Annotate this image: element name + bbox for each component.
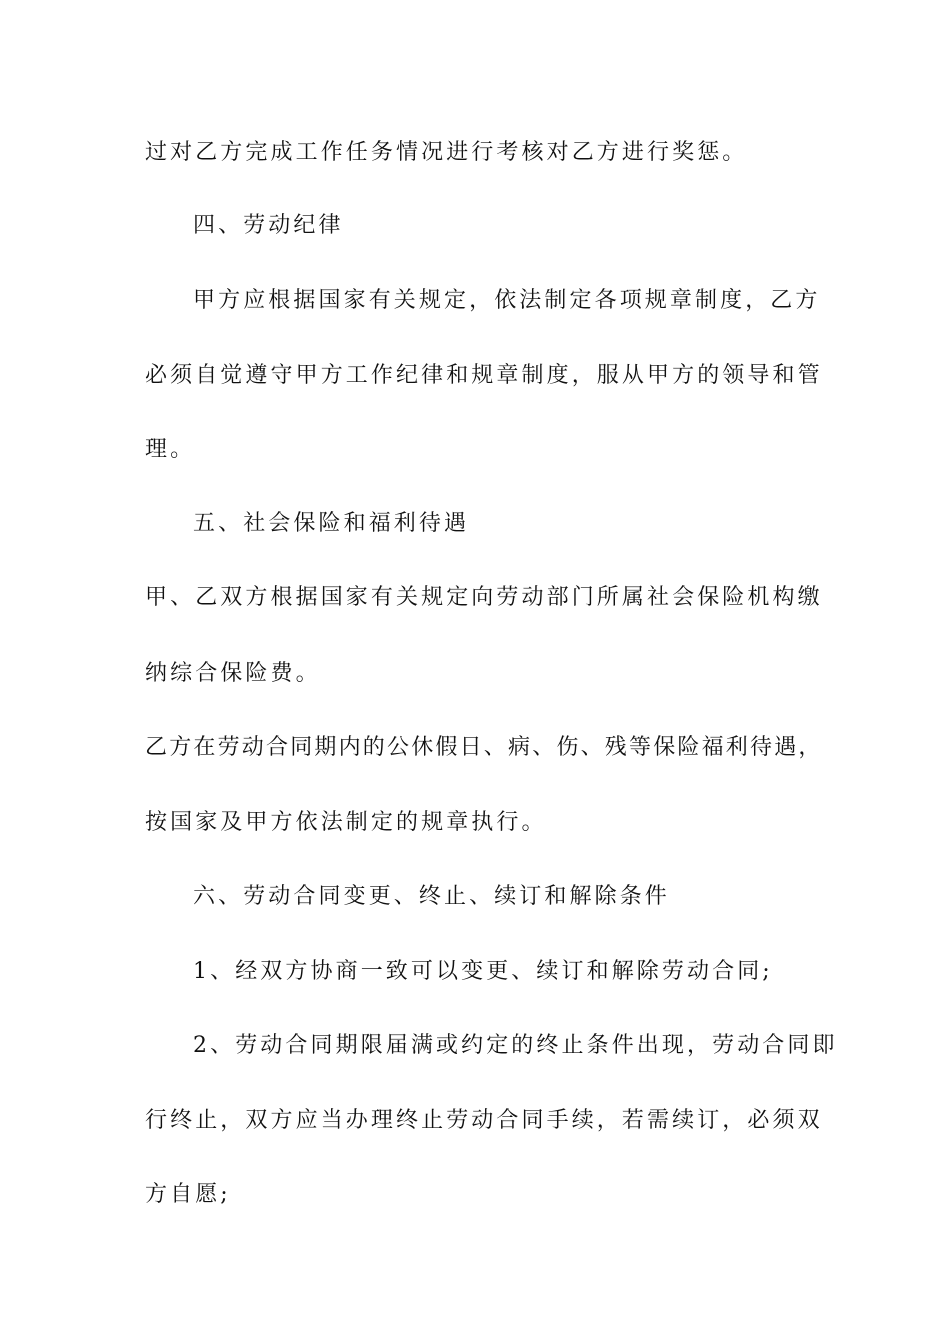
paragraph-line: 纳综合保险费。	[145, 661, 321, 686]
paragraph-line: 行终止，双方应当办理终止劳动合同手续，若需续订，必须双	[145, 1108, 823, 1133]
list-item: 1、经双方协商一致可以变更、续订和解除劳动合同;	[193, 959, 773, 984]
paragraph-line: 理。	[145, 437, 196, 462]
list-item: 2、劳动合同期限届满或约定的终止条件出现，劳动合同即	[193, 1033, 838, 1058]
paragraph-line: 必须自觉遵守甲方工作纪律和规章制度，服从甲方的领导和管	[145, 363, 823, 388]
paragraph-line: 按国家及甲方依法制定的规章执行。	[145, 810, 547, 835]
section-heading: 五、社会保险和福利待遇	[193, 511, 470, 536]
section-heading: 四、劳动纪律	[193, 213, 344, 238]
paragraph-line: 方自愿;	[145, 1182, 231, 1207]
paragraph-line: 甲方应根据国家有关规定，依法制定各项规章制度，乙方	[193, 288, 821, 313]
section-heading: 六、劳动合同变更、终止、续订和解除条件	[193, 884, 670, 909]
paragraph-line: 乙方在劳动合同期内的公休假日、病、伤、残等保险福利待遇，	[145, 735, 823, 760]
paragraph-line: 过对乙方完成工作任务情况进行考核对乙方进行奖惩。	[145, 140, 748, 165]
paragraph-line: 甲、乙双方根据国家有关规定向劳动部门所属社会保险机构缴	[145, 585, 823, 610]
